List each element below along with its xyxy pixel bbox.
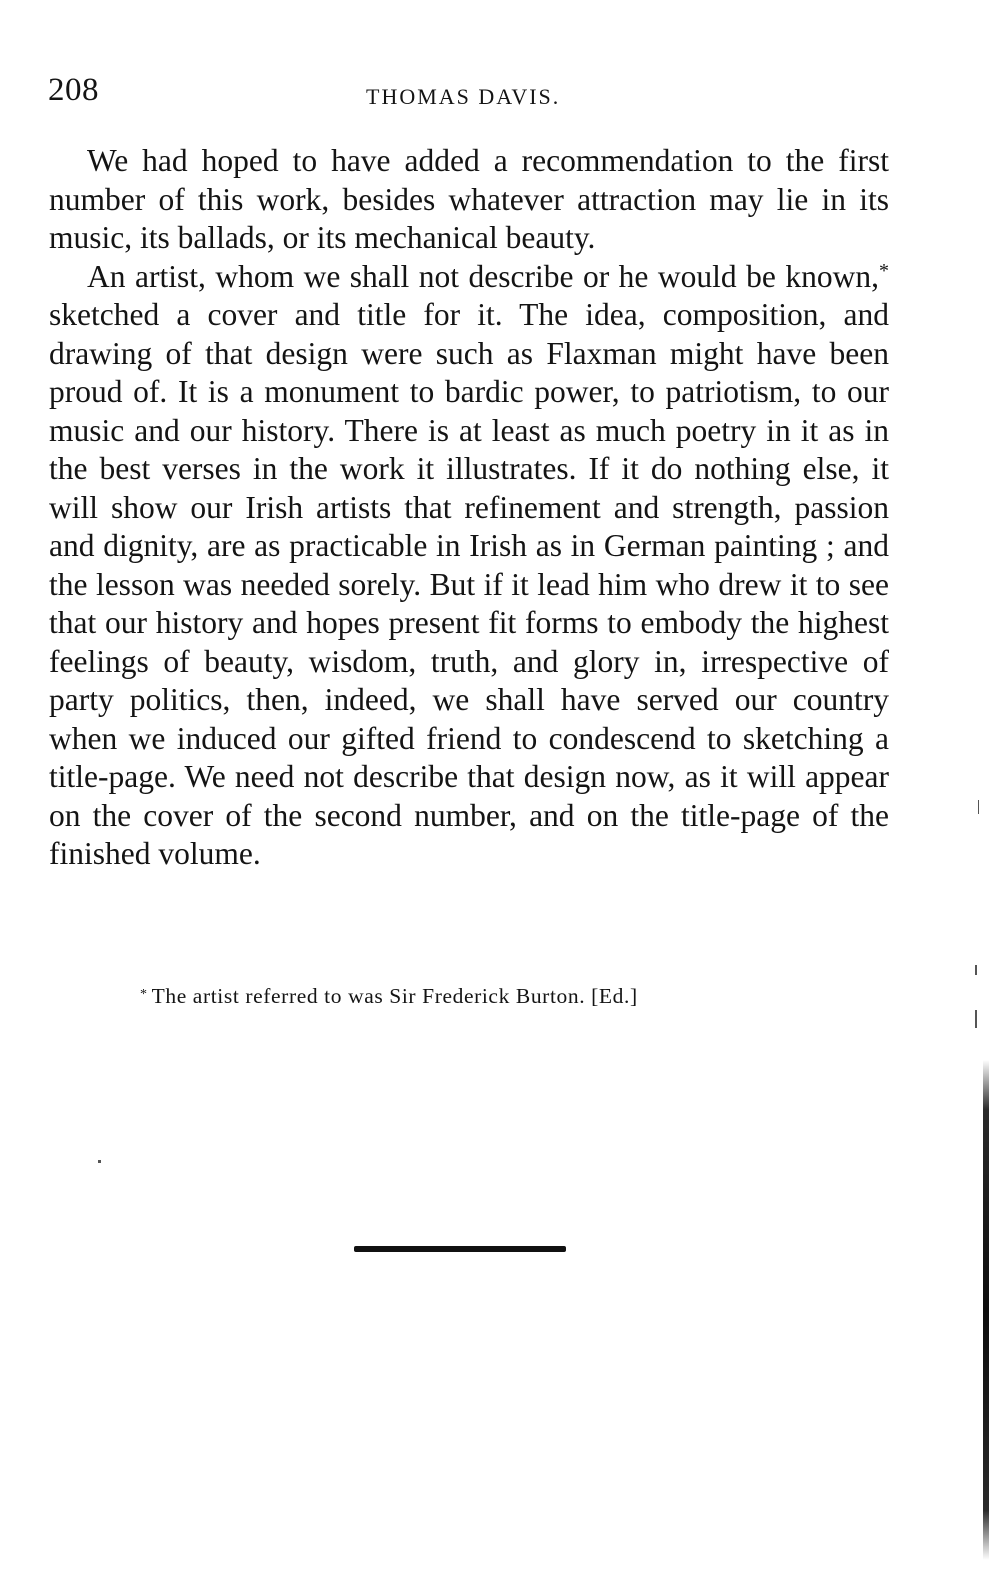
gutter-fleck — [975, 965, 977, 975]
gutter-shadow — [983, 1060, 989, 1560]
running-head: THOMAS DAVIS. — [366, 84, 561, 109]
gutter-fleck — [98, 1160, 101, 1163]
footnote-mark: * — [140, 987, 148, 1002]
paragraph-2 — [49, 258, 889, 874]
gutter-fleck — [978, 800, 979, 814]
page-number: 208 — [48, 72, 99, 108]
body-text — [49, 142, 889, 874]
paragraph-2-continuation: sketched a cover and title for it. The idea, composition, and drawing of that design were such as Flaxman might have been proud of. It is a monument to bardic power, to patriotism, to our music and our history. There is at least as much poetry in it as in the best verses in the work it illustrates. If it do nothing else, it will show our Irish artists that refinement and strength, passion and dignity, are as practicable in Irish as in German painting ; and the lesson was needed sorely. But if it lead him who drew it to see that our history and hopes present fit forms to embody the highest feelings of beauty, wisdom, truth, and glory in, irrespective of party politics, then, indeed, we shall have served our country when we induced our gifted friend to condescend to sketching a title-page. We need not describe that design now, as it will appear on the cover of the second number, and on the title-page of the finished volume. — [49, 297, 889, 871]
paragraph-2-opening: An artist, whom we shall not describe or he would be known, — [87, 258, 879, 294]
footnote-text: The artist referred to was Sir Frederick Burton. [Ed.] — [151, 984, 638, 1008]
footnote — [140, 980, 638, 1011]
end-rule — [354, 1246, 566, 1252]
footnote-reference: * — [879, 259, 889, 282]
paragraph-1: We had hoped to have added a recommendation to the first number of this work, besides whatever attraction may lie in its music, its ballads, or its mechanical beauty. — [49, 143, 889, 255]
gutter-fleck — [975, 1010, 977, 1028]
